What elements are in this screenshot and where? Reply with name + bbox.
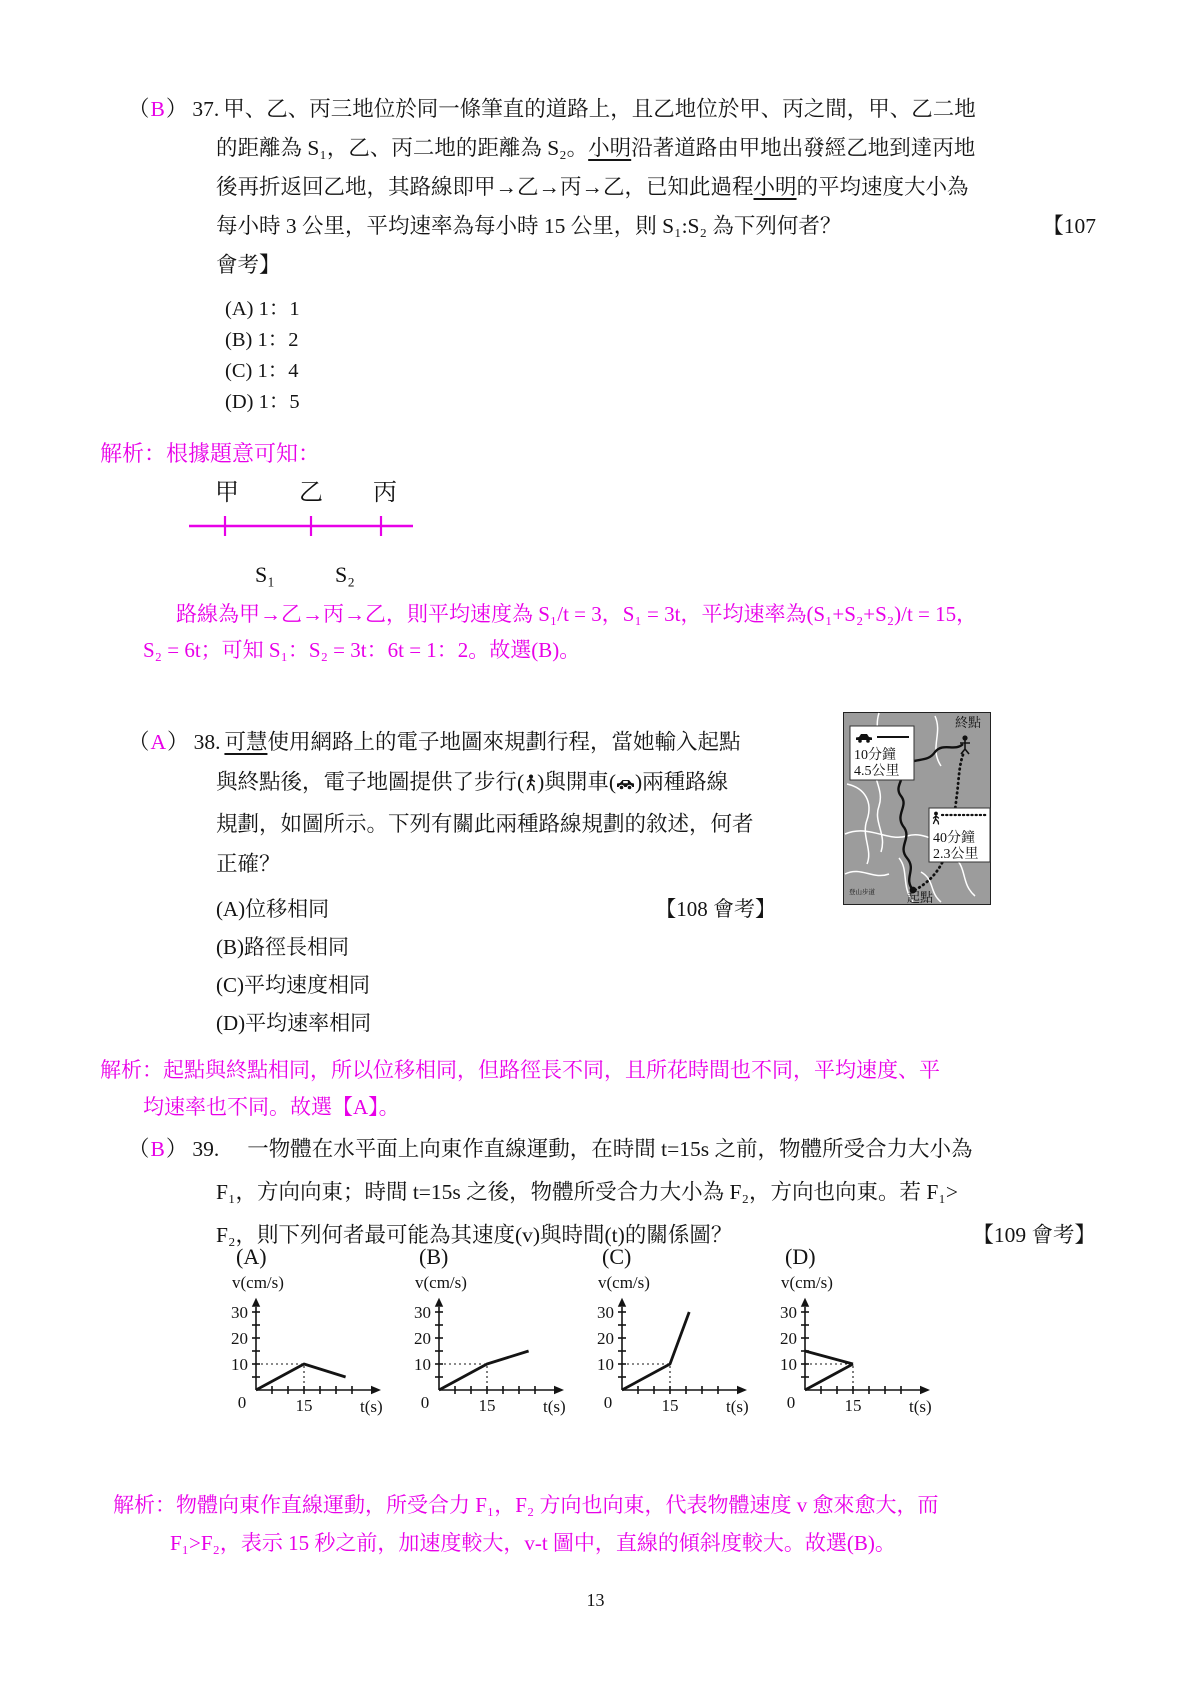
svg-text:10: 10 — [414, 1355, 431, 1374]
q37-line-2: 的距離為 S₁，乙、丙二地的距離為 S₂。小明沿著道路由甲地出發經乙地到達丙地 — [216, 136, 976, 160]
map-trail-label: 登山步道 — [849, 889, 875, 896]
vt-graph-D — [771, 1244, 954, 1425]
diagram-label-s2: S₂ — [335, 562, 355, 587]
svg-text:30: 30 — [597, 1303, 614, 1322]
svg-text:10: 10 — [780, 1355, 797, 1374]
vt-plot-b — [405, 1274, 588, 1425]
vt-plot-d — [771, 1274, 954, 1425]
svg-text:v(cm/s): v(cm/s) — [232, 1274, 284, 1292]
q38-option-a-row — [216, 890, 776, 928]
vt-graph-B — [405, 1244, 588, 1425]
svg-text:0: 0 — [603, 1393, 613, 1412]
q39-line-2: F₁，方向向東；時間 t=15s 之後，物體所受合力大小為 F₂，方向也向東。若 F₁> — [216, 1180, 958, 1204]
walk-time-label: 40分鐘 — [933, 831, 975, 846]
graph-b-label: (B) — [419, 1244, 449, 1269]
question-37 — [128, 90, 1096, 418]
analysis-38-line-2: 均速率也不同。故選【A】。 — [143, 1095, 400, 1119]
analysis-38 — [100, 1052, 1100, 1126]
svg-text:t(s): t(s) — [360, 1397, 383, 1416]
map-end-label: 終點 — [955, 715, 982, 730]
q37-line-4: 每小時 3 公里，平均速率為每小時 15 公里，則 S₁:S₂ 為下列何者？ 【107 — [128, 207, 1096, 246]
svg-text:0: 0 — [237, 1393, 247, 1412]
svg-text:15: 15 — [478, 1396, 496, 1415]
road-segment-diagram — [183, 470, 423, 600]
analysis-38-line-1: 解析：起點與終點相同，所以位移相同，但路徑長不同，且所花時間也不同，平均速度、平 — [100, 1058, 940, 1082]
q37-answer: （B） — [128, 97, 189, 121]
svg-text:t(s): t(s) — [909, 1397, 932, 1416]
analysis-37-line-2: S₂ = 6t；可知 S₁：S₂ = 3t：6t = 1：2。故選(B)。 — [143, 638, 581, 662]
q37-line-1: （B） 37. 甲、乙、丙三地位於同一條筆直的道路上，且乙地位於甲、丙之間，甲、乙二地 — [128, 97, 976, 121]
analysis-37-diagram — [183, 470, 423, 605]
q38-exam-tag: 【108 會考】 — [655, 897, 776, 921]
q37-option-c: (C) 1：4 — [225, 360, 299, 382]
diagram-label-bing: 丙 — [373, 480, 397, 506]
analysis-39-line-2: F₁>F₂，表示 15 秒之前，加速度較大，v-t 圖中，直線的傾斜度較大。故選(B)。 — [170, 1531, 896, 1555]
svg-text:15: 15 — [295, 1396, 313, 1415]
question-39 — [128, 1128, 1096, 1257]
graph-d-label: (D) — [785, 1244, 816, 1269]
q38-option-c: (C)平均速度相同 — [216, 973, 370, 997]
q38-option-b: (B)路徑長相同 — [216, 935, 349, 959]
car-legend-box — [850, 726, 914, 780]
svg-text:20: 20 — [231, 1329, 248, 1348]
q39-line-1: （B） 39. 一物體在水平面上向東作直線運動，在時間 t=15s 之前，物體所受合力大小為 — [128, 1137, 973, 1161]
q38-option-d: (D)平均速率相同 — [216, 1011, 372, 1035]
q38-line-2: 與終點後，電子地圖提供了步行( )與開車( )兩種路線 — [128, 762, 848, 804]
analysis-39 — [113, 1486, 1113, 1562]
walking-person-icon — [524, 764, 537, 804]
map-start-label: 起點 — [907, 890, 934, 905]
map-figure — [843, 712, 991, 905]
graph-a-label: (A) — [236, 1244, 267, 1269]
q37-options — [225, 294, 1076, 418]
graph-c-label: (C) — [602, 1244, 632, 1269]
q38-line-4: 正確？ — [216, 852, 281, 876]
svg-text:v(cm/s): v(cm/s) — [598, 1274, 650, 1292]
q39-line-3: F₂，則下列何者最可能為其速度(v)與時間(t)的關係圖？ 【109 會考】 — [128, 1214, 1096, 1257]
vt-graphs-row — [222, 1244, 982, 1425]
q39-exam-tag: 【109 會考】 — [972, 1223, 1096, 1247]
svg-text:15: 15 — [844, 1396, 862, 1415]
diagram-label-yi: 乙 — [299, 480, 323, 506]
car-time-label: 10分鐘 — [854, 748, 896, 763]
svg-text:20: 20 — [597, 1329, 614, 1348]
svg-text:0: 0 — [420, 1393, 430, 1412]
svg-text:0: 0 — [786, 1393, 796, 1412]
svg-text:v(cm/s): v(cm/s) — [415, 1274, 467, 1292]
vt-graph-C — [588, 1244, 771, 1425]
diagram-label-s1: S₁ — [255, 562, 275, 587]
svg-text:30: 30 — [231, 1303, 248, 1322]
analysis-37-body — [143, 596, 1083, 668]
car-dist-label: 4.5公里 — [854, 764, 900, 779]
q39-answer: （B） — [128, 1137, 189, 1161]
q38-answer: （A） — [128, 730, 190, 754]
vt-plot-c — [588, 1274, 771, 1425]
vt-graph-A — [222, 1244, 405, 1425]
question-38 — [128, 722, 848, 1042]
q37-option-a: (A) 1：1 — [225, 298, 300, 320]
svg-text:t(s): t(s) — [543, 1397, 566, 1416]
q38-option-a: (A)位移相同 — [216, 897, 330, 921]
q37-exam-tag: 【107 — [1042, 214, 1096, 238]
svg-text:t(s): t(s) — [726, 1397, 749, 1416]
analysis-39-line-1: 解析：物體向東作直線運動，所受合力 F₁，F₂ 方向也向東，代表物體速度 v 愈來愈大，而 — [113, 1493, 939, 1517]
svg-text:20: 20 — [414, 1329, 431, 1348]
q37-line-5: 會考】 — [216, 253, 281, 277]
svg-text:20: 20 — [780, 1329, 797, 1348]
route-map — [843, 712, 991, 905]
q38-number: 38. — [193, 730, 221, 754]
analysis-37-line-1: 路線為甲→乙→丙→乙，則平均速度為 S₁/t = 3，S₁ = 3t，平均速率為(S₁+S₂+S₂)/t = 15， — [176, 602, 978, 626]
q37-option-b: (B) 1：2 — [225, 329, 299, 351]
q38-options — [216, 890, 848, 1042]
car-icon — [616, 764, 635, 804]
q38-line-3: 規劃，如圖所示。下列有關此兩種路線規劃的敘述，何者 — [216, 812, 754, 836]
svg-text:15: 15 — [661, 1396, 679, 1415]
svg-text:30: 30 — [780, 1303, 797, 1322]
walk-legend-box — [929, 808, 990, 862]
svg-text:v(cm/s): v(cm/s) — [781, 1274, 833, 1292]
svg-text:30: 30 — [414, 1303, 431, 1322]
q37-number: 37. — [192, 97, 220, 121]
page-number: 13 — [586, 1590, 605, 1610]
analysis-37-head: 解析：根據題意可知： — [100, 441, 321, 466]
q37-line-3: 後再折返回乙地，其路線即甲→乙→丙→乙，已知此過程小明的平均速度大小為 — [216, 175, 969, 199]
vt-plot-a — [222, 1274, 405, 1425]
diagram-label-jia: 甲 — [215, 480, 239, 506]
walk-dist-label: 2.3公里 — [933, 847, 979, 862]
svg-text:10: 10 — [231, 1355, 248, 1374]
q37-option-d: (D) 1：5 — [225, 391, 300, 413]
svg-text:10: 10 — [597, 1355, 614, 1374]
q38-line-1: （A） 38. 可慧使用網路上的電子地圖來規劃行程，當她輸入起點 — [128, 730, 741, 754]
q39-number: 39. — [192, 1137, 220, 1161]
